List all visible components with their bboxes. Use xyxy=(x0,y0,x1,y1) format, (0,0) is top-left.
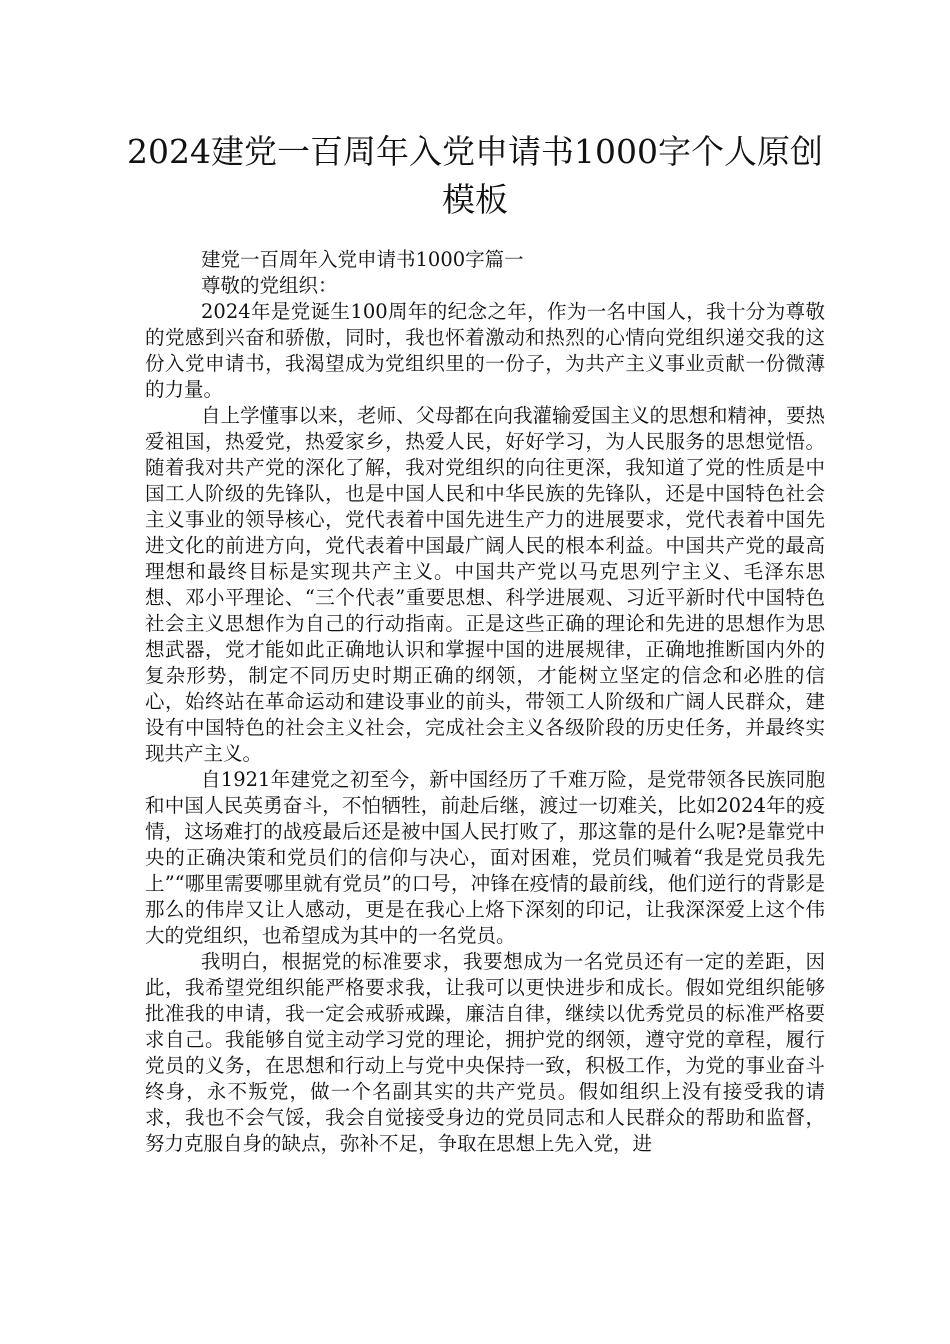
document-title: 2024建党一百周年入党申请书1000字个人原创模板 xyxy=(127,132,823,219)
salutation: 尊敬的党组织： xyxy=(201,274,338,297)
body-paragraph: 我明白，根据党的标准要求，我要想成为一名党员还有一定的差距，因此，我希望党组织能严格要求我，让我可以更快进步和成长。假如党组织能够批准我的申请，我一定会戒骄戒躁，廉洁自律，继续以优秀党员的标准严格要求自己。我能够自觉主动学习党的理论，拥护党的纲领，遵守党的章程，履行党员的义务，在思想和行动上与党中央保持一致，积极工作，为党的事业奋斗终身，永不叛党，做一个名副其实的共产党员。假如组织上没有接受我的请求，我也不会气馁，我会自觉接受身边的党员同志和人民群众的帮助和监督，努力克服自身的缺点，弥补不足，争取在思想上先入党，进 xyxy=(145,950,825,1155)
subheading: 建党一百周年入党申请书1000字篇一 xyxy=(201,248,524,271)
document-body xyxy=(145,247,825,1157)
body-paragraph: 自上学懂事以来，老师、父母都在向我灌输爱国主义的思想和精神，要热爱祖国，热爱党，热爱家乡，热爱人民，好好学习，为人民服务的思想觉悟。随着我对共产党的深化了解，我对党组织的向往更深，我知道了党的性质是中国工人阶级的先锋队，也是中国人民和中华民族的先锋队，还是中国特色社会主义事业的领导核心，党代表着中国先进生产力的进展要求，党代表着中国先进文化的前进方向，党代表着中国最广阔人民的根本利益。中国共产党的最高理想和最终目标是实现共产主义。中国共产党以马克思列宁主义、毛泽东思想、邓小平理论、“三个代表”重要思想、科学进展观、习近平新时代中国特色社会主义思想作为自己的行动指南。正是这些正确的理论和先进的思想作为思想武器，党才能如此正确地认识和掌握中国的进展规律，正确地推断国内外的复杂形势，制定不同历史时期正确的纲领，才能树立坚定的信念和必胜的信心，始终站在革命运动和建设事业的前头，带领工人阶级和广阔人民群众，建设有中国特色的社会主义社会，完成社会主义各级阶段的历史任务，并最终实现共产主义。 xyxy=(145,404,826,765)
body-paragraph: 自1921年建党之初至今，新中国经历了千难万险，是党带领各民族同胞和中国人民英勇奋斗，不怕牺牲，前赴后继，渡过一切难关，比如2024年的疫情，这场难打的战疫最后还是被中国人民打败了，那这靠的是什么呢?是靠党中央的正确决策和党员们的信仰与决心，面对困难，党员们喊着“我是党员我先上”“哪里需要哪里就有党员”的口号，冲锋在疫情的最前线，他们逆行的背影是那么的伟岸又让人感动，更是在我心上烙下深刻的印记，让我深深爱上这个伟大的党组织，也希望成为其中的一名党员。 xyxy=(145,768,825,947)
body-paragraph: 2024年是党诞生100周年的纪念之年，作为一名中国人，我十分为尊敬的党感到兴奋和骄傲，同时，我也怀着激动和热烈的心情向党组织递交我的这份入党申请书，我渴望成为党组织里的一份子，为共产主义事业贡献一份微薄的力量。 xyxy=(145,300,825,401)
